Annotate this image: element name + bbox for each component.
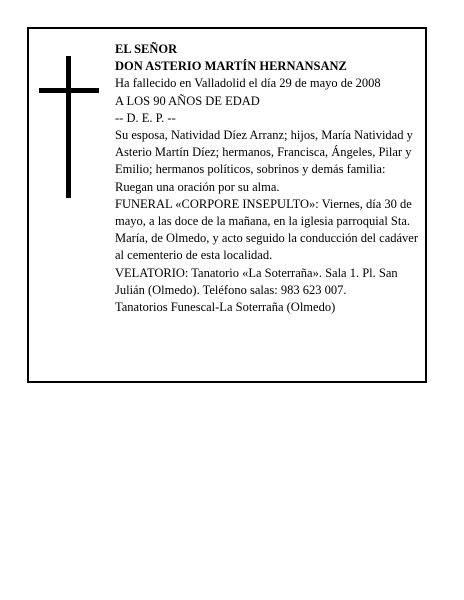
notice-text <box>115 41 427 316</box>
age-line: A LOS 90 AÑOS DE EDAD <box>115 93 260 108</box>
family-paragraph: Su esposa, Natividad Díez Arranz; hijos, María Natividad y Asterio Martín Díez; hermanos, Francisca, Ángeles, Pilar y Emilio; hermanos políticos, sobrinos y demás familia: <box>115 128 413 177</box>
deceased-name: DON ASTERIO MARTÍN HERNANSANZ <box>115 59 347 74</box>
rip-line: -- D. E. P. -- <box>115 110 176 125</box>
wake-paragraph: VELATORIO: Tanatorio «La Soterraña». Sala 1. Pl. San Julián (Olmedo). Teléfono salas: 983 623 007. <box>115 265 398 297</box>
death-announcement: Ha fallecido en Valladolid el día 29 de mayo de 2008 <box>115 76 381 91</box>
cross-horizontal-bar <box>39 88 99 93</box>
cross-vertical-bar <box>66 56 71 198</box>
prayer-line: Ruegan una oración por su alma. <box>115 179 280 194</box>
funeral-home-line: Tanatorios Funescal-La Soterraña (Olmedo) <box>115 300 336 315</box>
title-line-1: EL SEÑOR <box>115 42 178 56</box>
obituary-notice <box>27 27 427 383</box>
latin-cross-icon <box>39 56 99 198</box>
funeral-paragraph: FUNERAL «CORPORE INSEPULTO»: Viernes, día 30 de mayo, a las doce de la mañana, en la iglesia parroquial Sta. María, de Olmedo, y acto seguido la conducción del cadáver al cementerio de esta localidad. <box>115 196 419 263</box>
